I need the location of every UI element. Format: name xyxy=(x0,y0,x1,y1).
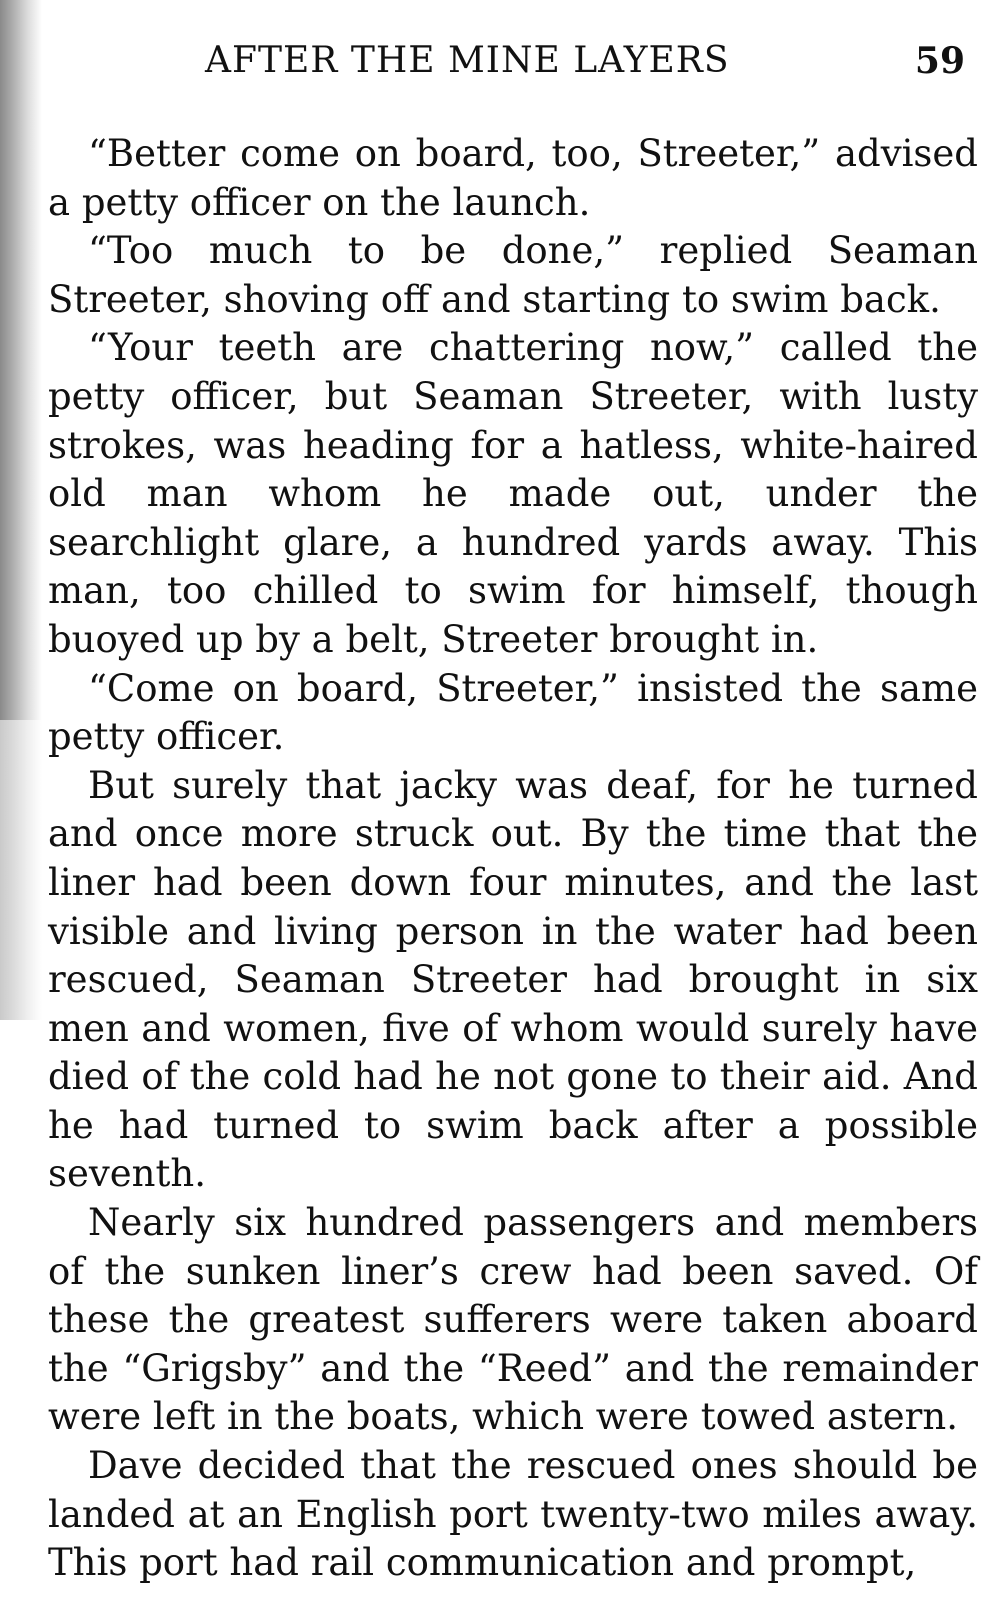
paragraph: “Too much to be done,” replied Seaman Streeter, shoving off and starting to swim back. xyxy=(48,229,978,321)
paragraph: But surely that jacky was deaf, for he turned and once more struck out. By the time that the liner had been down four minutes, and the last visible and living person in the water had been rescued, Seaman Streeter had brought in six men and women, five of whom would surely have died of the cold had he not gone to their aid. And he had turned to swim back after a possible seventh. xyxy=(48,763,978,1196)
paragraph: “Your teeth are chattering now,” called the petty officer, but Seaman Streeter, with lusty strokes, was heading for a hatless, white-haired old man whom he made out, under the searchlight glare, a hundred yards away. This man, too chilled to swim for himself, though buoyed up by a belt, Streeter brought in. xyxy=(48,326,978,661)
page-number: 59 xyxy=(914,40,965,82)
body-text xyxy=(48,130,978,1588)
running-head xyxy=(205,40,965,90)
binding-gutter-shadow xyxy=(0,0,42,720)
paragraph: “Better come on board, too, Streeter,” advised a petty officer on the launch. xyxy=(48,132,978,224)
binding-gutter-shadow-lower xyxy=(0,720,42,1020)
paragraph: “Come on board, Streeter,” insisted the same petty officer. xyxy=(48,666,978,759)
running-title: AFTER THE MINE LAYERS xyxy=(205,40,730,81)
paragraph: Dave decided that the rescued ones should be landed at an English port twenty-two miles away. This port had rail communication and prompt, xyxy=(48,1444,978,1585)
paragraph: Nearly six hundred passengers and members of the sunken liner’s crew had been saved. Of these the greatest sufferers were taken aboard the “Grigsby” and the “Reed” and the remainder were left in the boats, which were towed astern. xyxy=(48,1201,978,1439)
